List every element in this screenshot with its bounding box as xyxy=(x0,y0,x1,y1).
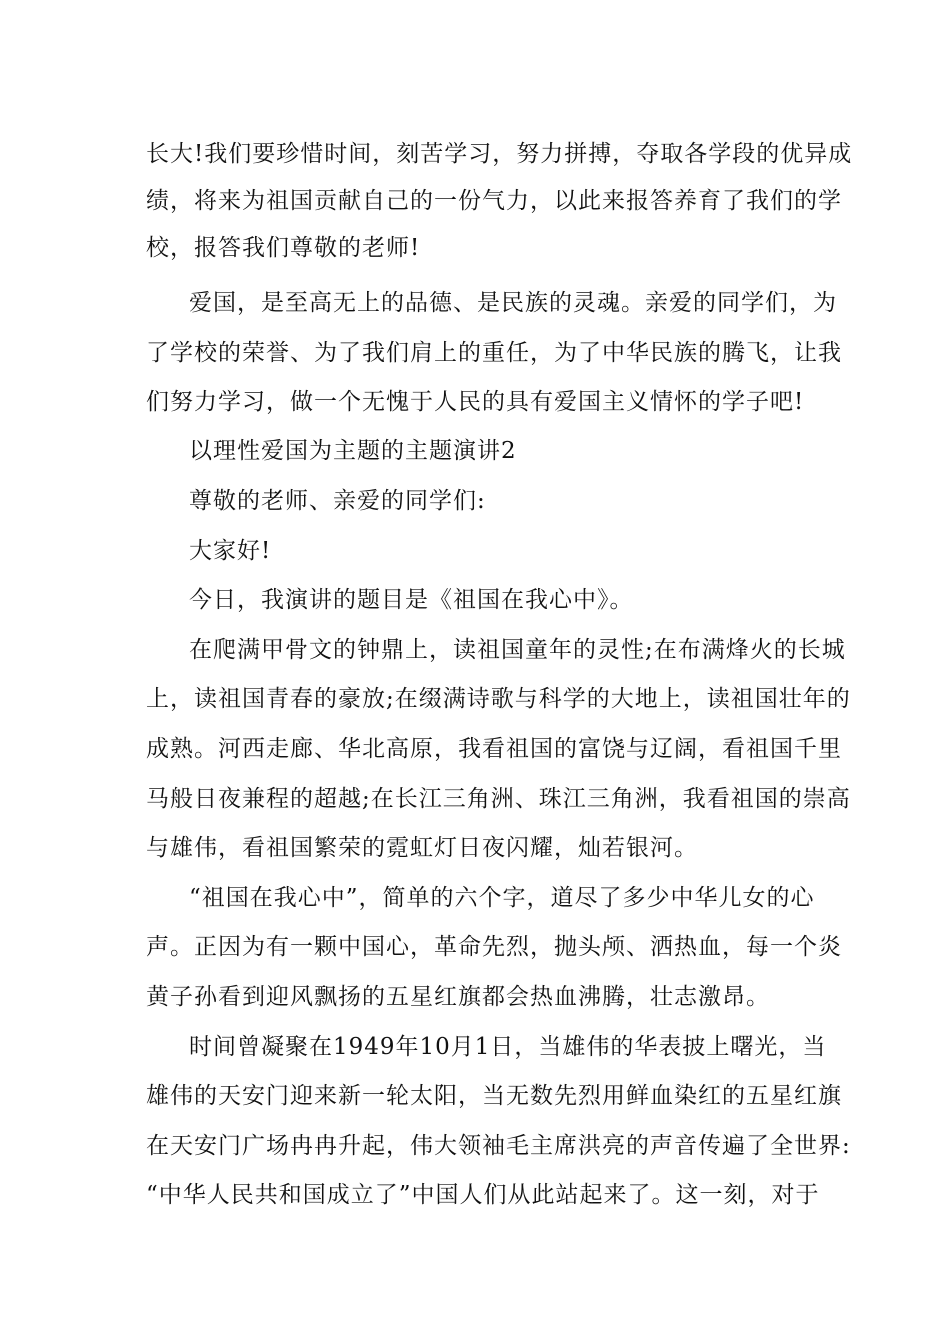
greeting: 大家好! xyxy=(189,538,272,564)
text-line: 长大!我们要珍惜时间，刻苦学习，努力拼搏，夺取各学段的优异成 xyxy=(146,141,853,167)
text-line: 与雄伟，看祖国繁荣的霓虹灯日夜闪耀，灿若银河。 xyxy=(146,835,698,861)
text-line: “中华人民共和国成立了”中国人们从此站起来了。这一刻，对于 xyxy=(146,1182,820,1208)
text-line: 声。正因为有一颗中国心，革命先烈，抛头颅、洒热血，每一个炎 xyxy=(146,934,842,960)
salutation: 尊敬的老师、亲爱的同学们: xyxy=(189,488,486,514)
text-line: 上，读祖国青春的豪放;在缀满诗歌与科学的大地上，读祖国壮年的 xyxy=(146,686,851,712)
text-line: 黄子孙看到迎风飘扬的五星红旗都会热血沸腾，壮志激昂。 xyxy=(146,984,770,1010)
section-heading: 以理性爱国为主题的主题演讲2 xyxy=(189,438,517,464)
text-line: 马般日夜兼程的超越;在长江三角洲、珠江三角洲，我看祖国的崇高 xyxy=(146,786,851,812)
text-line: 校，报答我们尊敬的老师! xyxy=(146,235,421,261)
text-line: 爱国，是至高无上的品德、是民族的灵魂。亲爱的同学们，为 xyxy=(189,290,837,316)
text-line: “祖国在我心中”，简单的六个字，道尽了多少中华儿女的心 xyxy=(189,885,815,911)
text-line: 们努力学习，做一个无愧于人民的具有爱国主义情怀的学子吧! xyxy=(146,389,805,415)
text-line: 在爬满甲骨文的钟鼎上，读祖国童年的灵性;在布满烽火的长城 xyxy=(189,637,846,663)
text-line: 今日，我演讲的题目是《祖国在我心中》。 xyxy=(189,587,634,613)
text-line: 绩，将来为祖国贡献自己的一份气力，以此来报答养育了我们的学 xyxy=(146,188,842,214)
text-line: 了学校的荣誉、为了我们肩上的重任，为了中华民族的腾飞，让我 xyxy=(146,340,842,366)
text-line: 雄伟的天安门迎来新一轮太阳，当无数先烈用鲜血染红的五星红旗 xyxy=(146,1083,842,1109)
text-line: 在天安门广场冉冉升起，伟大领袖毛主席洪亮的声音传遍了全世界: xyxy=(146,1133,851,1159)
text-line: 时间曾凝聚在1949年10月1日，当雄伟的华表披上曙光，当 xyxy=(189,1034,827,1060)
text-line: 成熟。河西走廊、华北高原，我看祖国的富饶与辽阔，看祖国千里 xyxy=(146,736,842,762)
